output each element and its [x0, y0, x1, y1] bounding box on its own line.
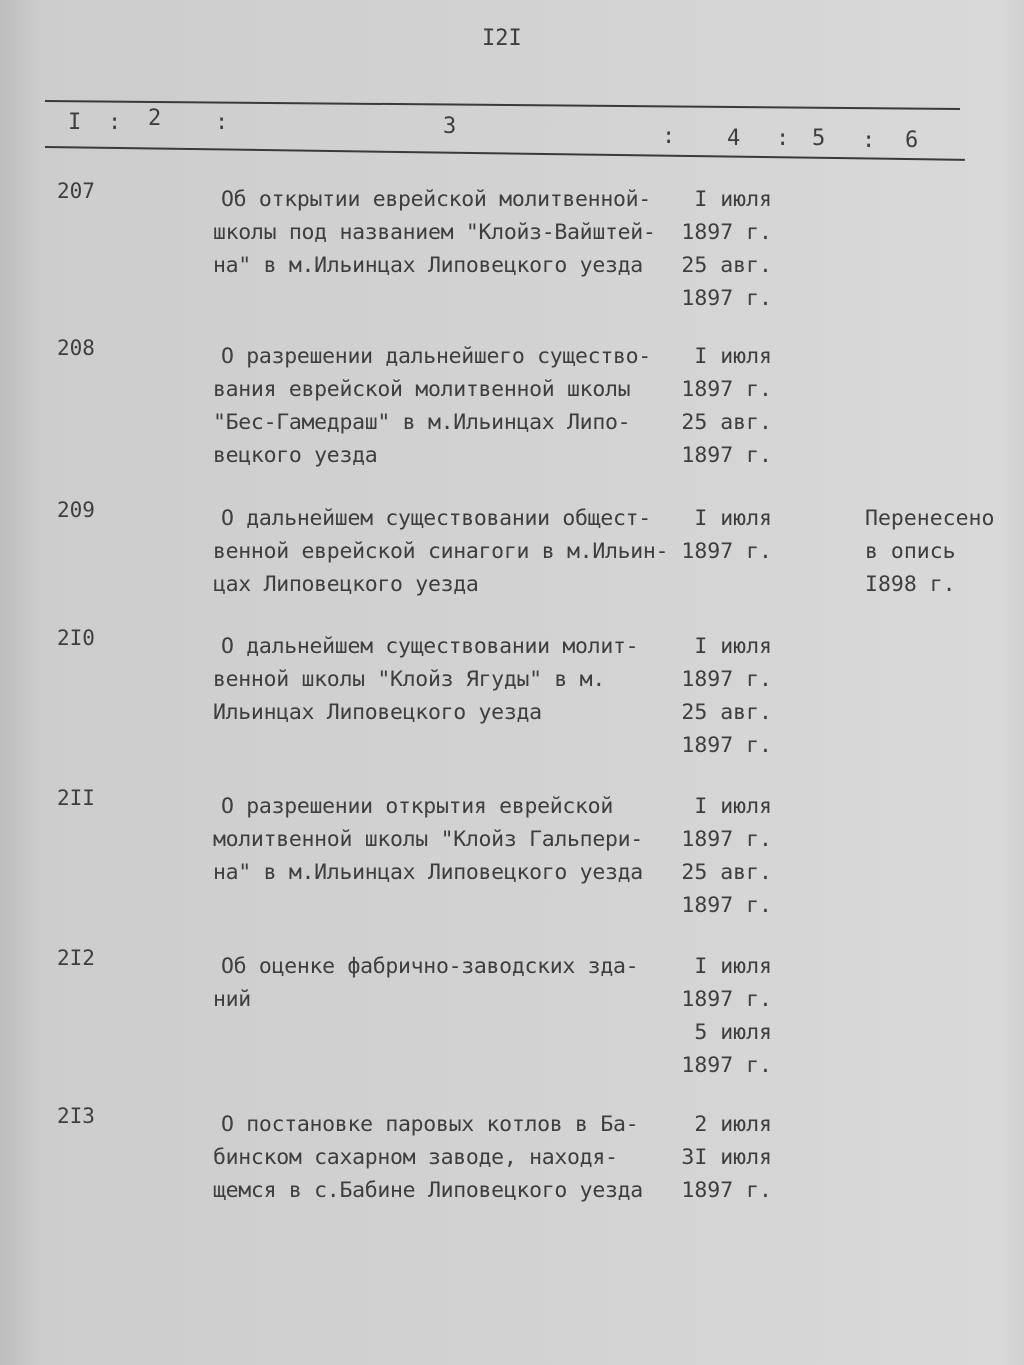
- header-separator: :: [215, 110, 229, 135]
- entry-dates-line: 1897 г.: [681, 667, 772, 692]
- entry-dates-line: 1897 г.: [681, 377, 772, 402]
- entry-description: [213, 950, 638, 1016]
- header-separator: :: [662, 124, 676, 149]
- entry-dates: [676, 790, 772, 922]
- entry-note-line: Перенесено: [865, 506, 995, 531]
- header-col-1: I: [68, 110, 82, 135]
- entry-description-line: венной еврейской синагоги в м.Ильин-: [213, 539, 669, 564]
- entry-description-line: венной школы "Клойз Ягуды" в м.: [213, 667, 605, 692]
- entry-number: 2I2: [57, 946, 95, 970]
- entry-description-line: Ильинцах Липовецкого уезда: [213, 700, 542, 725]
- entry-description-line: О постановке паровых котлов в Ба-: [221, 1112, 639, 1137]
- entry-dates-line: 1897 г.: [681, 733, 772, 758]
- header-col-6: 6: [905, 128, 919, 153]
- entry-dates-line: 1897 г.: [681, 1178, 772, 1203]
- entry-dates: [676, 502, 772, 568]
- entry-description: [213, 502, 668, 601]
- entry-number: 2II: [57, 786, 95, 810]
- entry-dates-line: I июля: [694, 794, 772, 819]
- entry-description-line: на" в м.Ильинцах Липовецкого уезда: [213, 860, 643, 885]
- entry-description: [213, 790, 643, 889]
- entry-number: 208: [57, 336, 95, 360]
- entry-dates: [676, 630, 772, 762]
- entry-dates-line: I июля: [694, 634, 772, 659]
- entry-dates-line: 25 авг.: [681, 700, 772, 725]
- entry-number: 2I3: [57, 1104, 95, 1128]
- entry-description-line: О разрешении открытия еврейской: [221, 794, 613, 819]
- entry-description-line: О разрешении дальнейшего существо-: [221, 344, 651, 369]
- entry-number: 209: [57, 498, 95, 522]
- entry-description: [213, 1108, 643, 1207]
- entry-description-line: щемся в с.Бабине Липовецкого уезда: [213, 1178, 643, 1203]
- entry-description-line: на" в м.Ильинцах Липовецкого уезда: [213, 253, 643, 278]
- entry-dates: [676, 183, 772, 315]
- entry-dates-line: 1897 г.: [681, 286, 772, 311]
- entry-dates-line: 25 авг.: [681, 253, 772, 278]
- entry-note-line: I898 г.: [865, 572, 956, 597]
- page-number: I2I: [482, 26, 522, 51]
- header-separator: :: [862, 128, 876, 153]
- entry-description: [213, 630, 638, 729]
- header-separator: :: [108, 110, 122, 135]
- entry-dates-line: 1897 г.: [681, 827, 772, 852]
- entry-description-line: Об открытии еврейской молитвенной-: [221, 187, 651, 212]
- entry-description-line: О дальнейшем существовании молит-: [221, 634, 639, 659]
- entry-dates-line: 1897 г.: [681, 1053, 772, 1078]
- entry-note: [865, 502, 994, 601]
- entry-description-line: вецкого уезда: [213, 443, 378, 468]
- entry-dates: [676, 1108, 772, 1207]
- entry-dates-line: 5 июля: [694, 1020, 772, 1045]
- entry-dates-line: 25 авг.: [681, 410, 772, 435]
- entry-description-line: "Бес-Гамедраш" в м.Ильинцах Липо-: [213, 410, 631, 435]
- header-col-3: 3: [443, 114, 457, 139]
- header-col-5: 5: [812, 126, 826, 151]
- entry-description-line: О дальнейшем существовании общест-: [221, 506, 651, 531]
- entry-dates-line: 2 июля: [694, 1112, 772, 1137]
- entry-number: 2I0: [57, 626, 95, 650]
- entry-description: [213, 340, 651, 472]
- header-col-4: 4: [727, 126, 741, 151]
- entry-description-line: цах Липовецкого уезда: [213, 572, 479, 597]
- header-separator: :: [776, 126, 790, 151]
- header-col-2: 2: [148, 106, 162, 131]
- entry-dates-line: I июля: [694, 344, 772, 369]
- entry-dates: [676, 950, 772, 1082]
- entry-description-line: Об оценке фабрично-заводских зда-: [221, 954, 639, 979]
- entry-description-line: бинском сахарном заводе, находя-: [213, 1145, 618, 1170]
- entry-description-line: ний: [213, 987, 251, 1012]
- header-bottom-rule: [45, 146, 965, 161]
- entry-number: 207: [57, 179, 95, 203]
- entry-description: [213, 183, 656, 282]
- entry-dates-line: 1897 г.: [681, 220, 772, 245]
- entry-description-line: молитвенной школы "Клойз Гальпери-: [213, 827, 643, 852]
- entry-dates-line: I июля: [694, 187, 772, 212]
- entry-dates-line: 1897 г.: [681, 987, 772, 1012]
- entry-dates-line: 1897 г.: [681, 893, 772, 918]
- entry-dates-line: I июля: [694, 954, 772, 979]
- entry-dates-line: 25 авг.: [681, 860, 772, 885]
- entry-note-line: в опись: [865, 539, 956, 564]
- entry-description-line: школы под названием "Клойз-Вайштей-: [213, 220, 656, 245]
- entry-dates-line: I июля: [694, 506, 772, 531]
- entry-dates: [676, 340, 772, 472]
- table-header: [0, 104, 1024, 153]
- entry-dates-line: 1897 г.: [681, 539, 772, 564]
- entry-dates-line: 3I июля: [681, 1145, 772, 1170]
- entry-description-line: вания еврейской молитвенной школы: [213, 377, 631, 402]
- entry-dates-line: 1897 г.: [681, 443, 772, 468]
